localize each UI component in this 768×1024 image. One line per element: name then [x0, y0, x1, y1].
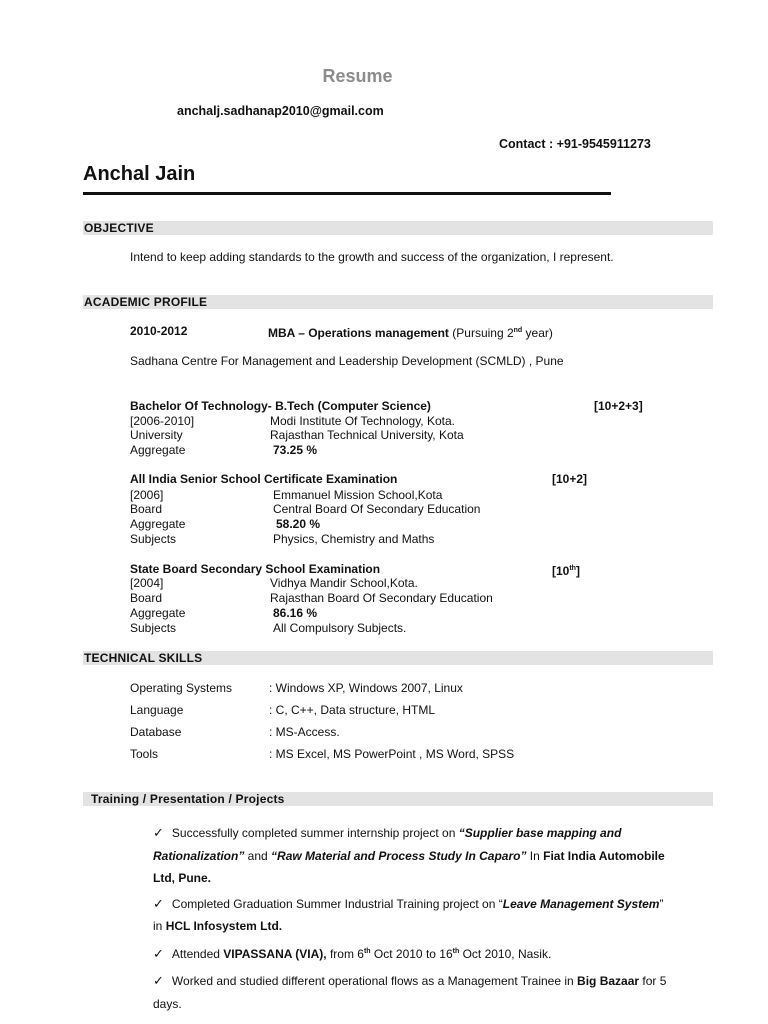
senior-aggregate: 58.20 %: [276, 517, 321, 531]
training-company: Big Bazaar: [577, 974, 640, 988]
training-text: Successfully completed summer internship project on: [171, 826, 459, 840]
secondary-label: [2004]: [130, 576, 164, 590]
mba-status-sup: nd: [513, 327, 523, 334]
skill-value: : C, C++, Data structure, HTML: [269, 703, 436, 717]
senior-tag: [10+2]: [552, 472, 588, 486]
training-text: Attended: [171, 947, 224, 961]
contact-line: [499, 137, 651, 151]
senior-label: [2006]: [130, 488, 164, 502]
mba-degree: MBA – Operations management: [268, 326, 449, 340]
training-item-1-line-3: [153, 871, 211, 885]
training-company: Ltd, Pune.: [153, 871, 211, 885]
section-heading: ACADEMIC PROFILE: [84, 295, 208, 309]
section-training: [83, 792, 713, 806]
btech-aggregate: 73.25 %: [273, 443, 318, 457]
secondary-tag-text: [10: [552, 564, 570, 578]
senior-value: Physics, Chemistry and Maths: [273, 532, 435, 546]
training-project-title: Leave Management System: [502, 897, 660, 911]
secondary-tag: [552, 562, 580, 578]
secondary-value: All Compulsory Subjects.: [273, 621, 407, 635]
checkmark-icon: ✓: [153, 896, 164, 911]
candidate-name: Anchal Jain: [83, 163, 196, 185]
training-project-title: “Raw Material and Process Study In Caparo”: [271, 849, 527, 863]
btech-label: University: [130, 428, 183, 442]
senior-label: Board: [130, 502, 163, 516]
training-text: in: [153, 919, 166, 933]
training-item-2-line-2: [153, 919, 282, 933]
training-text: In: [526, 849, 544, 863]
training-item-3: [153, 945, 551, 961]
training-item-4: [153, 974, 666, 988]
checkmark-icon: ✓: [153, 973, 164, 988]
section-technical-skills: [83, 651, 713, 665]
mba-status: [452, 326, 553, 340]
skill-value: : MS Excel, MS PowerPoint , MS Word, SPSS: [269, 747, 515, 761]
secondary-tag-end: ]: [575, 564, 580, 578]
section-heading: Training / Presentation / Projects: [91, 792, 285, 806]
skill-label: Tools: [130, 747, 159, 761]
skill-label: Database: [130, 725, 182, 739]
mba-status-text: (Pursuing 2: [452, 326, 514, 340]
btech-value: Modi Institute Of Technology, Kota.: [270, 414, 455, 428]
training-item-4-line-2: [153, 997, 182, 1011]
skill-value: : Windows XP, Windows 2007, Linux: [269, 681, 463, 695]
skill-value: : MS-Access.: [269, 725, 340, 739]
training-company: Fiat India Automobile: [543, 849, 665, 863]
btech-label: [2006-2010]: [130, 414, 195, 428]
training-program: VIPASSANA (VIA),: [223, 947, 327, 961]
training-project-title: “Supplier base mapping and: [458, 826, 622, 840]
btech-tag: [10+2+3]: [594, 399, 643, 413]
training-project-title: Rationalization”: [153, 849, 245, 863]
training-company: HCL Infosystem Ltd.: [165, 919, 283, 933]
training-text: Oct 2010 to 16: [370, 947, 453, 961]
mba-status-text-end: year): [522, 326, 553, 340]
training-text: ”: [659, 897, 664, 911]
btech-title: Bachelor Of Technology- B.Tech (Computer Science): [130, 399, 431, 413]
mba-degree-line: [268, 324, 553, 340]
senior-label: Aggregate: [130, 517, 186, 531]
mba-years: 2010-2012: [130, 324, 188, 338]
name-underline: [83, 192, 611, 195]
objective-text: Intend to keep adding standards to the growth and success of the organization, I represent.: [130, 250, 614, 264]
training-text: and: [244, 849, 272, 863]
section-academic-profile: [83, 295, 713, 309]
date-suffix: th: [452, 948, 460, 955]
contact-number: +91-9545911273: [556, 137, 651, 151]
secondary-title: State Board Secondary School Examination: [130, 562, 381, 576]
secondary-aggregate: 86.16 %: [273, 606, 318, 620]
secondary-value: Rajasthan Board Of Secondary Education: [270, 591, 493, 605]
training-item-2: [153, 897, 663, 911]
senior-label: Subjects: [130, 532, 177, 546]
section-heading: OBJECTIVE: [84, 221, 154, 235]
section-heading: TECHNICAL SKILLS: [84, 651, 203, 665]
contact-label: Contact :: [499, 137, 554, 151]
secondary-tag-sup: th: [569, 565, 576, 572]
training-text: Worked and studied different operational flows as a Management Trainee in: [171, 974, 578, 988]
training-text: Completed Graduation Summer Industrial Training project on “: [171, 897, 503, 911]
checkmark-icon: ✓: [153, 825, 164, 840]
training-text: for 5: [639, 974, 667, 988]
secondary-value: Vidhya Mandir School,Kota.: [270, 576, 418, 590]
document-title: Resume: [322, 66, 393, 86]
senior-title: All India Senior School Certificate Examination: [130, 472, 398, 486]
skill-label: Operating Systems: [130, 681, 233, 695]
btech-value: Rajasthan Technical University, Kota: [270, 428, 464, 442]
secondary-label: Board: [130, 591, 163, 605]
training-text: days.: [153, 997, 182, 1011]
mba-institute: Sadhana Centre For Management and Leadership Development (SCMLD) , Pune: [130, 354, 564, 368]
section-objective: [83, 221, 713, 235]
secondary-label: Subjects: [130, 621, 177, 635]
senior-value: Emmanuel Mission School,Kota: [273, 488, 443, 502]
btech-label: Aggregate: [130, 443, 186, 457]
email-address: anchalj.sadhanap2010@gmail.com: [177, 104, 384, 118]
training-item-1-line-2: [153, 849, 665, 863]
senior-value: Central Board Of Secondary Education: [273, 502, 481, 516]
checkmark-icon: ✓: [153, 946, 164, 961]
date-suffix: th: [363, 948, 371, 955]
skill-label: Language: [130, 703, 184, 717]
training-text: Oct 2010, Nasik.: [459, 947, 552, 961]
training-item-1: [153, 826, 621, 840]
secondary-label: Aggregate: [130, 606, 186, 620]
training-text: from 6: [326, 947, 364, 961]
